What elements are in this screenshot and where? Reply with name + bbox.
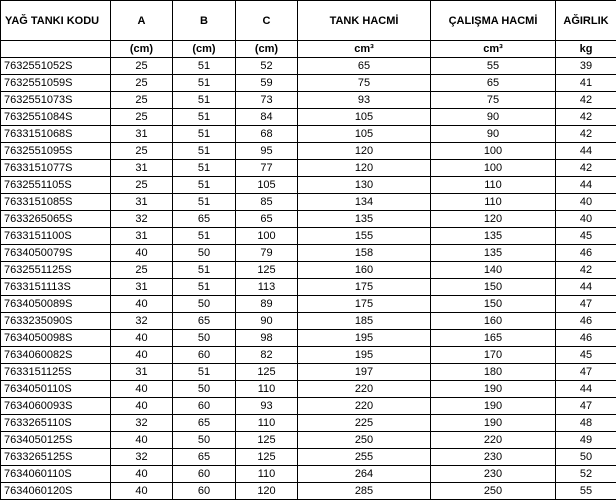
cell-code: 7634050089S [1, 296, 111, 313]
cell-c: 110 [236, 381, 298, 398]
cell-weight: 44 [556, 143, 616, 160]
cell-c: 84 [236, 109, 298, 126]
cell-working-volume: 250 [431, 483, 556, 500]
cell-code: 7634060110S [1, 466, 111, 483]
cell-working-volume: 220 [431, 432, 556, 449]
cell-b: 65 [173, 313, 236, 330]
cell-weight: 52 [556, 466, 616, 483]
cell-working-volume: 230 [431, 466, 556, 483]
cell-weight: 46 [556, 313, 616, 330]
cell-tank-volume: 225 [298, 415, 431, 432]
cell-a: 40 [111, 330, 173, 347]
cell-b: 51 [173, 279, 236, 296]
cell-tank-volume: 160 [298, 262, 431, 279]
table-body [1, 58, 616, 500]
cell-b: 51 [173, 109, 236, 126]
cell-a: 31 [111, 364, 173, 381]
cell-weight: 42 [556, 126, 616, 143]
cell-b: 50 [173, 296, 236, 313]
cell-c: 95 [236, 143, 298, 160]
cell-code: 7632551105S [1, 177, 111, 194]
cell-working-volume: 90 [431, 109, 556, 126]
cell-weight: 44 [556, 381, 616, 398]
cell-tank-volume: 155 [298, 228, 431, 245]
cell-c: 82 [236, 347, 298, 364]
cell-tank-volume: 195 [298, 347, 431, 364]
cell-b: 65 [173, 211, 236, 228]
cell-a: 32 [111, 449, 173, 466]
cell-code: 7634060082S [1, 347, 111, 364]
cell-working-volume: 190 [431, 381, 556, 398]
cell-a: 25 [111, 262, 173, 279]
cell-weight: 39 [556, 58, 616, 75]
unit-row [1, 41, 616, 58]
table-row [1, 245, 616, 262]
unit-c: (cm) [236, 41, 298, 58]
cell-a: 40 [111, 296, 173, 313]
cell-working-volume: 230 [431, 449, 556, 466]
cell-weight: 47 [556, 398, 616, 415]
cell-code: 7632551073S [1, 92, 111, 109]
unit-tank-volume: cm³ [298, 41, 431, 58]
cell-c: 59 [236, 75, 298, 92]
table-row [1, 432, 616, 449]
table-row [1, 126, 616, 143]
unit-a: (cm) [111, 41, 173, 58]
table-row [1, 194, 616, 211]
cell-a: 31 [111, 228, 173, 245]
table-row [1, 449, 616, 466]
cell-weight: 44 [556, 177, 616, 194]
cell-code: 7633151100S [1, 228, 111, 245]
header-row [1, 1, 616, 41]
cell-working-volume: 100 [431, 160, 556, 177]
cell-working-volume: 100 [431, 143, 556, 160]
cell-c: 113 [236, 279, 298, 296]
cell-a: 31 [111, 194, 173, 211]
cell-tank-volume: 120 [298, 160, 431, 177]
table-row [1, 483, 616, 500]
cell-code: 7632551095S [1, 143, 111, 160]
table-row [1, 279, 616, 296]
cell-code: 7633151125S [1, 364, 111, 381]
cell-weight: 47 [556, 296, 616, 313]
cell-b: 51 [173, 228, 236, 245]
cell-a: 25 [111, 92, 173, 109]
table-row [1, 160, 616, 177]
cell-code: 7634050098S [1, 330, 111, 347]
table-row [1, 177, 616, 194]
cell-weight: 41 [556, 75, 616, 92]
cell-code: 7633151113S [1, 279, 111, 296]
cell-tank-volume: 185 [298, 313, 431, 330]
cell-b: 60 [173, 398, 236, 415]
cell-code: 7633265065S [1, 211, 111, 228]
cell-c: 93 [236, 398, 298, 415]
cell-a: 25 [111, 109, 173, 126]
cell-b: 51 [173, 126, 236, 143]
cell-weight: 40 [556, 211, 616, 228]
cell-a: 32 [111, 211, 173, 228]
cell-b: 50 [173, 381, 236, 398]
cell-a: 32 [111, 415, 173, 432]
cell-working-volume: 55 [431, 58, 556, 75]
cell-working-volume: 160 [431, 313, 556, 330]
cell-tank-volume: 197 [298, 364, 431, 381]
unit-working-volume: cm³ [431, 41, 556, 58]
cell-a: 40 [111, 347, 173, 364]
cell-weight: 42 [556, 160, 616, 177]
cell-weight: 44 [556, 279, 616, 296]
cell-a: 25 [111, 75, 173, 92]
table-row [1, 262, 616, 279]
cell-tank-volume: 158 [298, 245, 431, 262]
cell-tank-volume: 175 [298, 279, 431, 296]
cell-working-volume: 180 [431, 364, 556, 381]
cell-code: 7634060093S [1, 398, 111, 415]
cell-a: 32 [111, 313, 173, 330]
table-row [1, 347, 616, 364]
cell-c: 89 [236, 296, 298, 313]
cell-code: 7634050079S [1, 245, 111, 262]
cell-a: 40 [111, 483, 173, 500]
cell-code: 7634050110S [1, 381, 111, 398]
cell-c: 77 [236, 160, 298, 177]
cell-c: 85 [236, 194, 298, 211]
cell-working-volume: 120 [431, 211, 556, 228]
cell-code: 7633151068S [1, 126, 111, 143]
cell-c: 100 [236, 228, 298, 245]
cell-c: 110 [236, 415, 298, 432]
cell-c: 125 [236, 364, 298, 381]
cell-tank-volume: 134 [298, 194, 431, 211]
header-working-volume: ÇALIŞMA HACMİ [431, 1, 556, 41]
cell-code: 7634060120S [1, 483, 111, 500]
cell-weight: 40 [556, 194, 616, 211]
cell-tank-volume: 135 [298, 211, 431, 228]
table-row [1, 228, 616, 245]
cell-c: 105 [236, 177, 298, 194]
header-weight: AĞIRLIK [556, 1, 616, 41]
cell-tank-volume: 220 [298, 398, 431, 415]
cell-b: 51 [173, 160, 236, 177]
cell-a: 31 [111, 126, 173, 143]
header-b: B [173, 1, 236, 41]
cell-b: 51 [173, 177, 236, 194]
cell-c: 65 [236, 211, 298, 228]
cell-working-volume: 110 [431, 177, 556, 194]
cell-code: 7632551084S [1, 109, 111, 126]
cell-working-volume: 75 [431, 92, 556, 109]
cell-c: 79 [236, 245, 298, 262]
table-row [1, 313, 616, 330]
header-a: A [111, 1, 173, 41]
cell-c: 125 [236, 449, 298, 466]
cell-tank-volume: 255 [298, 449, 431, 466]
unit-code [1, 41, 111, 58]
cell-working-volume: 65 [431, 75, 556, 92]
cell-working-volume: 150 [431, 296, 556, 313]
cell-tank-volume: 65 [298, 58, 431, 75]
cell-working-volume: 140 [431, 262, 556, 279]
cell-c: 52 [236, 58, 298, 75]
cell-weight: 45 [556, 347, 616, 364]
cell-tank-volume: 264 [298, 466, 431, 483]
cell-b: 50 [173, 432, 236, 449]
table-row [1, 466, 616, 483]
cell-code: 7632551052S [1, 58, 111, 75]
cell-c: 120 [236, 483, 298, 500]
cell-b: 51 [173, 58, 236, 75]
cell-tank-volume: 175 [298, 296, 431, 313]
cell-c: 110 [236, 466, 298, 483]
table-row [1, 296, 616, 313]
table-row [1, 330, 616, 347]
cell-a: 25 [111, 143, 173, 160]
cell-a: 40 [111, 432, 173, 449]
cell-code: 7632551125S [1, 262, 111, 279]
cell-code: 7633151085S [1, 194, 111, 211]
cell-code: 7633265125S [1, 449, 111, 466]
cell-tank-volume: 120 [298, 143, 431, 160]
cell-b: 60 [173, 483, 236, 500]
cell-tank-volume: 250 [298, 432, 431, 449]
table-row [1, 398, 616, 415]
cell-a: 25 [111, 58, 173, 75]
table-row [1, 109, 616, 126]
cell-tank-volume: 105 [298, 126, 431, 143]
cell-weight: 49 [556, 432, 616, 449]
header-code: YAĞ TANKI KODU [1, 1, 111, 41]
header-tank-volume: TANK HACMİ [298, 1, 431, 41]
cell-working-volume: 150 [431, 279, 556, 296]
cell-weight: 45 [556, 228, 616, 245]
header-c: C [236, 1, 298, 41]
cell-b: 51 [173, 92, 236, 109]
unit-weight: kg [556, 41, 616, 58]
cell-code: 7633235090S [1, 313, 111, 330]
cell-code: 7633151077S [1, 160, 111, 177]
table-row [1, 58, 616, 75]
table-row [1, 415, 616, 432]
cell-b: 65 [173, 449, 236, 466]
table-row [1, 143, 616, 160]
cell-tank-volume: 130 [298, 177, 431, 194]
cell-tank-volume: 220 [298, 381, 431, 398]
cell-b: 50 [173, 245, 236, 262]
cell-weight: 55 [556, 483, 616, 500]
cell-a: 40 [111, 398, 173, 415]
cell-working-volume: 90 [431, 126, 556, 143]
cell-tank-volume: 75 [298, 75, 431, 92]
cell-c: 125 [236, 432, 298, 449]
cell-weight: 50 [556, 449, 616, 466]
cell-c: 125 [236, 262, 298, 279]
cell-b: 51 [173, 75, 236, 92]
cell-code: 7634050125S [1, 432, 111, 449]
cell-code: 7633265110S [1, 415, 111, 432]
cell-tank-volume: 195 [298, 330, 431, 347]
cell-b: 60 [173, 347, 236, 364]
table-row [1, 211, 616, 228]
cell-tank-volume: 93 [298, 92, 431, 109]
cell-b: 51 [173, 194, 236, 211]
cell-b: 50 [173, 330, 236, 347]
unit-b: (cm) [173, 41, 236, 58]
cell-b: 51 [173, 262, 236, 279]
cell-working-volume: 135 [431, 245, 556, 262]
cell-c: 68 [236, 126, 298, 143]
cell-a: 25 [111, 177, 173, 194]
cell-a: 40 [111, 381, 173, 398]
cell-tank-volume: 105 [298, 109, 431, 126]
cell-c: 73 [236, 92, 298, 109]
cell-weight: 42 [556, 262, 616, 279]
cell-code: 7632551059S [1, 75, 111, 92]
cell-weight: 47 [556, 364, 616, 381]
cell-tank-volume: 285 [298, 483, 431, 500]
cell-working-volume: 190 [431, 415, 556, 432]
cell-weight: 46 [556, 330, 616, 347]
cell-a: 31 [111, 279, 173, 296]
table-row [1, 381, 616, 398]
cell-c: 98 [236, 330, 298, 347]
table-row [1, 75, 616, 92]
cell-working-volume: 110 [431, 194, 556, 211]
cell-b: 65 [173, 415, 236, 432]
cell-a: 31 [111, 160, 173, 177]
cell-weight: 42 [556, 109, 616, 126]
cell-b: 51 [173, 364, 236, 381]
cell-b: 60 [173, 466, 236, 483]
cell-weight: 46 [556, 245, 616, 262]
cell-working-volume: 170 [431, 347, 556, 364]
cell-working-volume: 165 [431, 330, 556, 347]
cell-weight: 48 [556, 415, 616, 432]
cell-working-volume: 190 [431, 398, 556, 415]
cell-c: 90 [236, 313, 298, 330]
table-row [1, 92, 616, 109]
cell-b: 51 [173, 143, 236, 160]
cell-weight: 42 [556, 92, 616, 109]
cell-a: 40 [111, 245, 173, 262]
cell-working-volume: 135 [431, 228, 556, 245]
table-row [1, 364, 616, 381]
cell-a: 40 [111, 466, 173, 483]
